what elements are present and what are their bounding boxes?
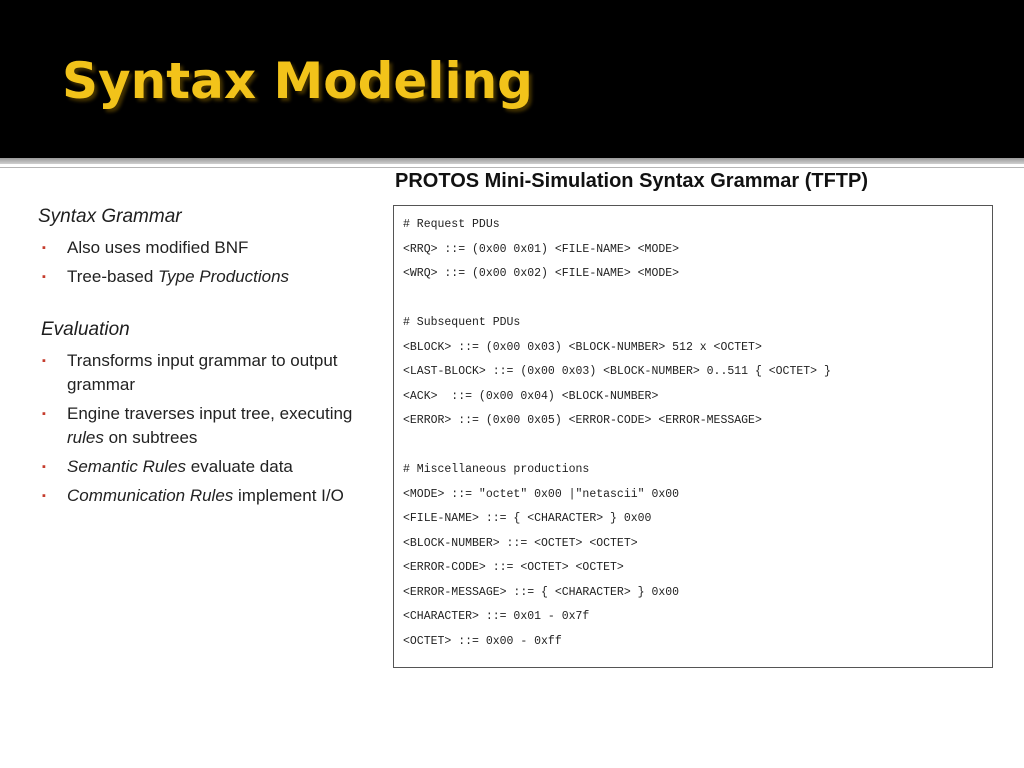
code-comment-line: # Subsequent PDUs xyxy=(403,316,521,329)
bullet-marker: ▪ xyxy=(42,490,46,502)
bullet-marker: ▪ xyxy=(42,461,46,473)
title-bar xyxy=(0,0,1024,158)
left-text-column xyxy=(36,206,386,513)
code-line: <ERROR> ::= (0x00 0x05) <ERROR-CODE> <ERROR-MESSAGE> xyxy=(403,414,762,427)
code-line: <FILE-NAME> ::= { <CHARACTER> } 0x00 xyxy=(403,512,652,525)
code-comment-line: # Miscellaneous productions xyxy=(403,463,590,476)
bullet-item xyxy=(36,349,386,397)
code-line: <ACK> ::= (0x00 0x04) <BLOCK-NUMBER> xyxy=(403,389,659,403)
syntax-grammar-heading: Syntax Grammar xyxy=(38,206,182,227)
bullet-marker: ▪ xyxy=(42,355,46,367)
grammar-code-box xyxy=(393,205,993,668)
bullet-text: Semantic Rules xyxy=(67,457,187,476)
evaluation-heading: Evaluation xyxy=(41,319,130,340)
code-line: <ERROR-MESSAGE> ::= { <CHARACTER> } 0x00 xyxy=(403,585,680,599)
bullet-text: implement I/O xyxy=(233,486,344,505)
code-line: <BLOCK-NUMBER> ::= <OCTET> <OCTET> xyxy=(403,536,638,550)
code-line: <WRQ> ::= (0x00 0x02) <FILE-NAME> <MODE> xyxy=(403,267,680,280)
bullet-marker: ▪ xyxy=(42,271,46,283)
code-line xyxy=(403,434,992,459)
bullet-item xyxy=(36,265,386,289)
bullet-item xyxy=(36,236,386,260)
code-line: <LAST-BLOCK> ::= (0x00 0x03) <BLOCK-NUMBER> 0..511 { <OCTET> } xyxy=(403,365,831,378)
bullet-marker: ▪ xyxy=(42,408,46,420)
syntax-grammar-list xyxy=(36,236,386,289)
figure-caption: PROTOS Mini-Simulation Syntax Grammar (TFTP) xyxy=(395,170,869,192)
evaluation-list xyxy=(36,349,386,508)
code-line: <BLOCK> ::= (0x00 0x03) <BLOCK-NUMBER> 512 x <OCTET> xyxy=(403,340,762,354)
bullet-text: Type Productions xyxy=(158,267,290,286)
bullet-text: Engine traverses input tree, executing xyxy=(67,404,353,423)
bullet-item xyxy=(36,484,386,508)
bullet-text: Also uses modified BNF xyxy=(67,238,249,257)
title-divider xyxy=(0,158,1024,164)
code-line: <RRQ> ::= (0x00 0x01) <FILE-NAME> <MODE> xyxy=(403,242,680,256)
bullet-text: Tree-based xyxy=(67,267,159,286)
code-line: <OCTET> ::= 0x00 - 0xff xyxy=(403,634,562,648)
code-line: <MODE> ::= "octet" 0x00 |"netascii" 0x00 xyxy=(403,487,680,501)
slide-title: Syntax Modeling xyxy=(62,52,533,110)
code-comment-line: # Request PDUs xyxy=(403,218,500,231)
title-divider-thin xyxy=(0,167,1024,168)
bullet-text: rules xyxy=(67,428,104,447)
bullet-item xyxy=(36,455,386,479)
bullet-text: Communication Rules xyxy=(67,486,234,505)
code-line xyxy=(403,287,992,312)
bullet-text: evaluate data xyxy=(186,457,293,476)
bullet-item xyxy=(36,402,386,450)
code-line: <CHARACTER> ::= 0x01 - 0x7f xyxy=(403,610,590,623)
code-line: <ERROR-CODE> ::= <OCTET> <OCTET> xyxy=(403,561,624,574)
bullet-text: on subtrees xyxy=(103,428,198,447)
bullet-text: Transforms input grammar to output grammar xyxy=(67,351,338,394)
bullet-marker: ▪ xyxy=(42,242,46,254)
